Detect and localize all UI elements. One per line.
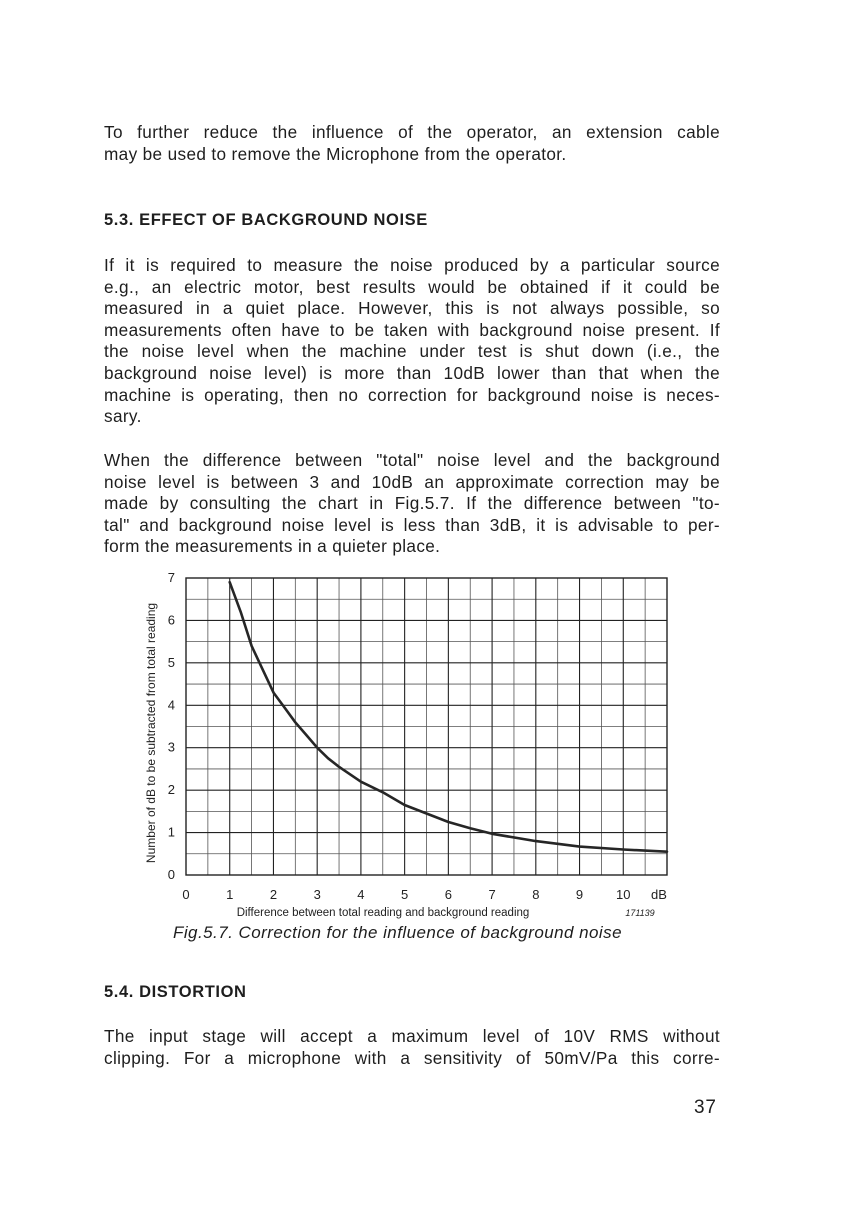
section-5-3-paragraph-1 bbox=[104, 255, 720, 428]
text-line: e.g., an electric motor, best results would be obtained if it could be bbox=[104, 276, 720, 297]
x-tick-labels bbox=[182, 887, 630, 902]
text-line: may be used to remove the Microphone from the operator. bbox=[104, 143, 567, 164]
section-5-4-paragraph bbox=[104, 1026, 720, 1069]
correction-chart bbox=[138, 566, 678, 920]
text-line: noise level is between 3 and 10dB an approximate correction may be bbox=[104, 471, 720, 492]
x-axis-label: Difference between total reading and background reading bbox=[236, 907, 530, 919]
text-line: The input stage will accept a maximum level of 10V RMS without bbox=[104, 1026, 720, 1046]
text-line: To further reduce the influence of the operator, an extension cable bbox=[104, 122, 720, 142]
x-tick-label: 2 bbox=[269, 887, 278, 902]
y-tick-label: 2 bbox=[167, 782, 175, 798]
text-line: form the measurements in a quieter place. bbox=[104, 536, 441, 557]
x-tick-label: 1 bbox=[226, 887, 234, 902]
text-line: tal" and background noise level is less than 3dB, it is advisable to per- bbox=[104, 514, 720, 535]
figure-reference-number: 171139 bbox=[625, 908, 655, 918]
text-line: measured in a quiet place. However, this is not always possible, so bbox=[104, 298, 720, 319]
x-tick-label: 5 bbox=[401, 887, 409, 902]
section-heading-5-4: 5.4. DISTORTION bbox=[104, 983, 247, 1001]
text-line: If it is required to measure the noise produced by a particular source bbox=[104, 255, 720, 275]
text-line: clipping. For a microphone with a sensitivity of 50mV/Pa this corre- bbox=[104, 1047, 720, 1068]
text-line: made by consulting the chart in Fig.5.7. If the difference between "to- bbox=[104, 493, 720, 514]
y-tick-label: 1 bbox=[167, 824, 175, 840]
x-tick-label: 9 bbox=[575, 887, 584, 902]
x-tick-label: 4 bbox=[357, 887, 365, 902]
y-tick-labels bbox=[168, 570, 175, 882]
x-tick-label: 7 bbox=[488, 887, 496, 902]
intro-paragraph bbox=[104, 122, 720, 165]
text-line: the noise level when the machine under test is shut down (i.e., the bbox=[104, 341, 720, 362]
x-tick-label: 3 bbox=[313, 887, 321, 902]
x-tick-label: 6 bbox=[444, 887, 452, 902]
text-line: machine is operating, then no correction for background noise is neces- bbox=[104, 384, 720, 405]
y-tick-label: 5 bbox=[167, 654, 175, 670]
text-line: background noise level) is more than 10dB lower than that when the bbox=[104, 362, 720, 383]
y-tick-label: 0 bbox=[167, 867, 175, 882]
chart-grid bbox=[186, 578, 667, 875]
section-5-3-paragraph-2 bbox=[104, 450, 720, 558]
figure-caption: Fig.5.7. Correction for the influence of background noise bbox=[173, 923, 623, 942]
section-heading-5-3: 5.3. EFFECT OF BACKGROUND NOISE bbox=[104, 211, 428, 229]
x-tick-label: 10 bbox=[616, 887, 631, 902]
x-axis-unit: dB bbox=[651, 887, 667, 902]
y-tick-label: 3 bbox=[167, 739, 175, 755]
x-tick-label: 0 bbox=[182, 887, 190, 902]
text-line: measurements often have to be taken with background noise present. If bbox=[104, 319, 720, 340]
y-tick-label: 6 bbox=[167, 612, 175, 628]
y-tick-label: 4 bbox=[167, 697, 175, 713]
text-line: When the difference between "total" noise level and the background bbox=[104, 450, 720, 470]
y-axis-label: Number of dB to be subtracted from total reading bbox=[144, 602, 158, 864]
x-tick-label: 8 bbox=[532, 887, 540, 902]
page-number: 37 bbox=[694, 1097, 717, 1118]
text-line: sary. bbox=[104, 406, 142, 427]
y-tick-label: 7 bbox=[167, 570, 175, 585]
